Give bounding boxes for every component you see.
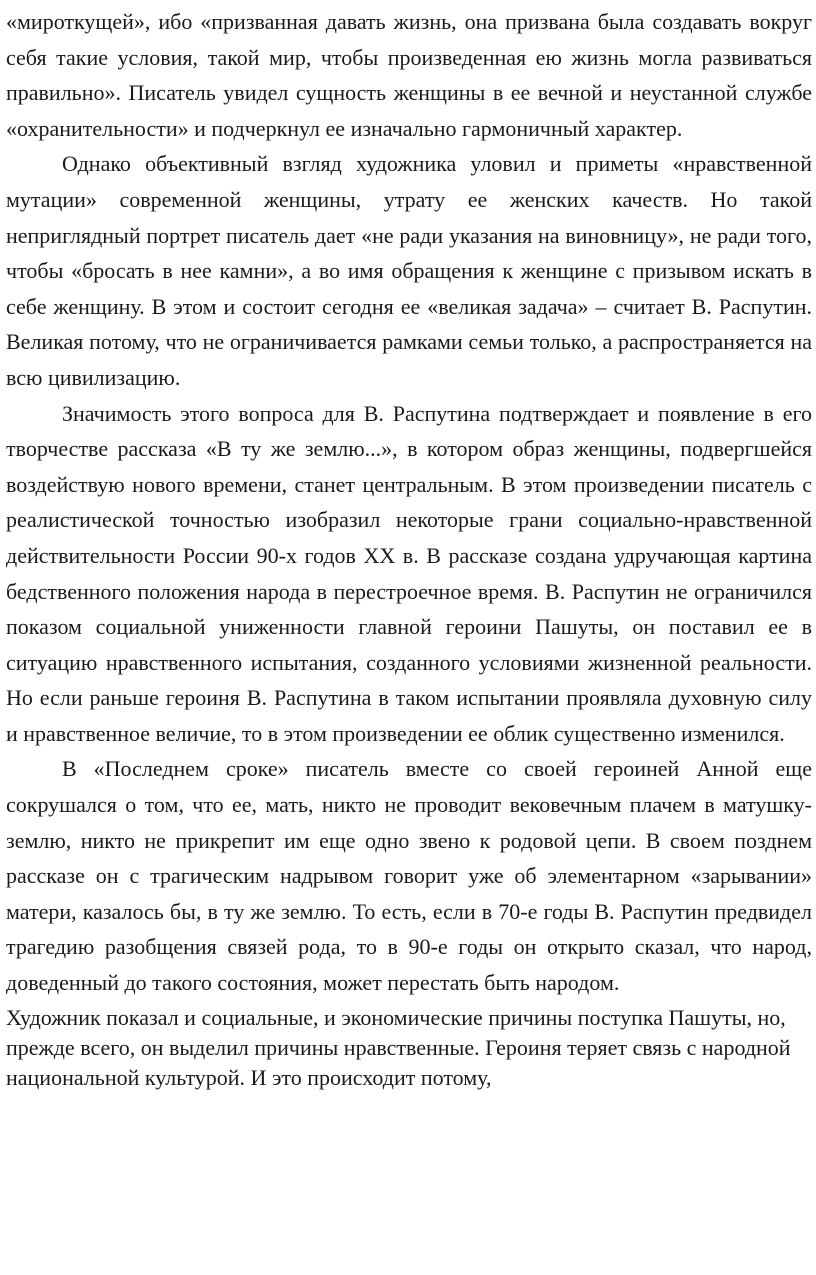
paragraph-2: Однако объективный взгляд художника уловил и приметы «нравственной мутации» современной женщины, утрату ее женских качеств. Но такой неприглядный портрет писатель дает «не ради указания на виновницу», не ради того, чтобы «бросать в нее камни», а во имя обращения к женщине с призывом искать в себе женщину. В этом и состоит сегодня ее «великая задача» – считает В. Распутин. Великая потому, что не ограничивается рамками семьи только, а распространяется на всю цивилизацию.	[6, 151, 812, 390]
document-page	[6, 4, 812, 1093]
paragraph-3: Значимость этого вопроса для В. Распутина подтверждает и появление в его творчестве рассказа «В ту же землю...», в котором образ женщины, подвергшейся воздействую нового времени, станет центральным. В этом произведении писатель с реалистической точностью изобразил некоторые грани социально-нравственной действительности России 90-х годов XX в. В рассказе создана удручающая картина бедственного положения народа в перестроечное время. В. Распутин не ограничился показом социальной униженности главной героини Пашуты, он поставил ее в ситуацию нравственного испытания, созданного условиями жизненной реальности. Но если раньше героиня В. Распутина в таком испытании проявляла духовную силу и нравственное величие, то в этом произведении ее облик существенно изменился.	[6, 400, 812, 746]
paragraph-1: «мироткущей», ибо «призванная давать жизнь, она призвана была создавать вокруг себя такие условия, такой мир, чтобы произведенная ею жизнь могла развиваться правильно». Писатель увидел сущность женщины в ее вечной и неустанной службе «охранительности» и подчеркнул ее изначально гармоничный характер.	[6, 9, 812, 141]
paragraph-5: Художник показал и социальные, и экономические причины поступка Пашуты, но, прежде всего, он выделил причины нравственные. Героиня теряет связь с народной национальной культурой. И это происходит потому,	[6, 1004, 791, 1090]
paragraph-4: В «Последнем сроке» писатель вместе со своей героиней Анной еще сокрушался о том, что ее, мать, никто не проводит вековечным плачем в матушку-землю, никто не прикрепит им еще одно звено к родовой цепи. В своем позднем рассказе он с трагическим надрывом говорит уже об элементарном «зарывании» матери, казалось бы, в ту же землю. То есть, если в 70-е годы В. Распутин предвидел трагедию разобщения связей рода, то в 90-е годы он открыто сказал, что народ, доведенный до такого состояния, может перестать быть народом.	[6, 756, 812, 996]
